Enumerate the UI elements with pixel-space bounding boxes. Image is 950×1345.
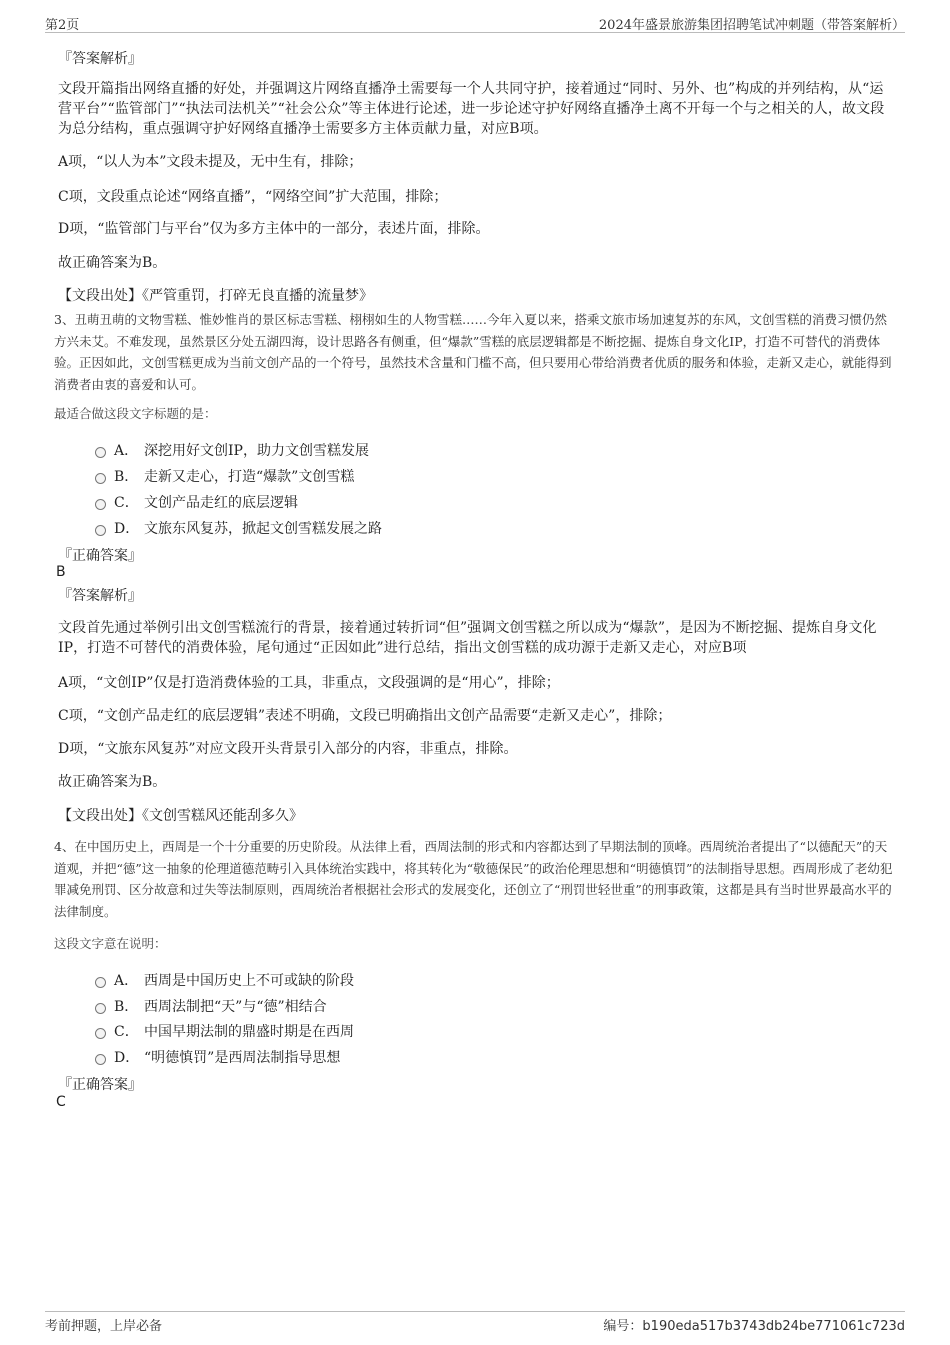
- footer-slogan: 考前押题，上岸必备: [45, 1319, 163, 1334]
- radio-icon[interactable]: [95, 473, 106, 484]
- q2-analysis-text: 文段开篇指出网络直播的好处，并强调这片网络直播净土需要每一个人共同守护，接着通过“同时、另外、也”构成的并列结构，从“运营平台”“监管部门”“执法司法机关”“社会公众”等主体进行论述，进一步论述守护好网络直播净土离不开每一个与之相关的人，故文段为总分结构，重点强调守护好网络直播净土需要多方主体贡献力量，对应B项。: [58, 81, 885, 137]
- q4-answer-label: 『正确答案』: [58, 1077, 142, 1093]
- q2-option-d-explain: D项，“监管部门与平台”仅为多方主体中的一部分，表述片面，排除。: [58, 221, 490, 237]
- q3-answer-label: 『正确答案』: [58, 548, 142, 564]
- q4-option-c[interactable]: C． 中国早期法制的鼎盛时期是在西周: [95, 1021, 354, 1041]
- q3-answer: B: [56, 564, 66, 580]
- q2-option-c-explain: C项，文段重点论述“网络直播”，“网络空间”扩大范围，排除；: [58, 189, 448, 205]
- q3-conclusion: 故正确答案为B。: [58, 774, 167, 790]
- q3-analysis-text: 文段首先通过举例引出文创雪糕流行的背景，接着通过转折词“但”强调文创雪糕之所以成为“爆款”，是因为不断挖掘、提炼自身文化IP，打造不可替代的消费体验，尾句通过“正因如此”进行总结，指出文创雪糕的成功源于走新又走心，对应B项: [58, 620, 877, 656]
- q4-option-d[interactable]: D． “明德慎罚”是西周法制指导思想: [95, 1047, 340, 1067]
- q2-conclusion: 故正确答案为B。: [58, 255, 167, 271]
- radio-icon[interactable]: [95, 1003, 106, 1014]
- q3-option-b[interactable]: B． 走新又走心，打造“爆款”文创雪糕: [95, 466, 354, 486]
- page-footer: [45, 1311, 905, 1334]
- q4-answer: C: [56, 1094, 66, 1110]
- page-number: 第2页: [45, 18, 80, 33]
- radio-icon[interactable]: [95, 1028, 106, 1039]
- q3-option-a[interactable]: A． 深挖用好文创IP，助力文创雪糕发展: [95, 440, 369, 460]
- radio-icon[interactable]: [95, 977, 106, 988]
- q3-prompt: 最适合做这段文字标题的是：: [54, 406, 217, 421]
- q3-question-text: 3、丑萌丑萌的文物雪糕、惟妙惟肖的景区标志雪糕、栩栩如生的人物雪糕……今年入夏以来，搭乘文旅市场加速复苏的东风，文创雪糕的消费习惯仍然方兴未艾。不难发现，虽然景区分处五湖四海，设计思路各有侧重，但“爆款”雪糕的底层逻辑都是不断挖掘、提炼自身文化IP，打造不可替代的消费体验。正因如此，文创雪糕更成为当前文创产品的一个符号，虽然技术含量和门槛不高，但只要用心带给消费者优质的服务和体验，走新又走心，就能得到消费者由衷的喜爱和认可。: [54, 312, 892, 392]
- q3-option-d[interactable]: D． 文旅东风复苏，掀起文创雪糕发展之路: [95, 518, 382, 538]
- q3-option-c-explain: C项，“文创产品走红的底层逻辑”表述不明确，文段已明确指出文创产品需要“走新又走心”，排除；: [58, 708, 672, 724]
- q2-source: 【文段出处】《严管重罚，打碎无良直播的流量梦》: [58, 288, 373, 304]
- radio-icon[interactable]: [95, 499, 106, 510]
- q3-option-c[interactable]: C． 文创产品走红的底层逻辑: [95, 492, 298, 512]
- radio-icon[interactable]: [95, 525, 106, 536]
- document-title: 2024年盛景旅游集团招聘笔试冲刺题（带答案解析）: [598, 18, 905, 33]
- q3-source: 【文段出处】《文创雪糕风还能刮多久》: [58, 808, 303, 824]
- q4-prompt: 这段文字意在说明：: [54, 936, 167, 951]
- q2-analysis-label: 『答案解析』: [58, 51, 142, 67]
- q2-option-a-explain: A项，“以人为本”文段未提及，无中生有，排除；: [58, 154, 363, 170]
- page-header: [45, 12, 905, 33]
- q3-option-d-explain: D项，“文旅东风复苏”对应文段开头背景引入部分的内容，非重点，排除。: [58, 741, 518, 757]
- q3-analysis-label: 『答案解析』: [58, 588, 142, 604]
- radio-icon[interactable]: [95, 1054, 106, 1065]
- footer-code: [603, 1315, 905, 1334]
- footer-code-value: b190eda517b3743db24be771061c723d: [642, 1319, 905, 1334]
- radio-icon[interactable]: [95, 447, 106, 458]
- q4-option-a[interactable]: A． 西周是中国历史上不可或缺的阶段: [95, 970, 354, 990]
- q4-question-text: 4、在中国历史上，西周是一个十分重要的历史阶段。从法律上看，西周法制的形式和内容都达到了早期法制的顶峰。西周统治者提出了“以德配天”的天道观，并把“德”这一抽象的伦理道德范畴引入具体统治实践中，将其转化为“敬德保民”的政治伦理思想和“明德慎罚”的法制指导思想。西周形成了老幼犯罪减免刑罚、区分故意和过失等法制原则，西周统治者根据社会形式的发展变化，还创立了“刑罚世轻世重”的刑事政策，这都是具有当时世界最高水平的法律制度。: [54, 839, 893, 919]
- footer-code-label: 编号：: [603, 1319, 643, 1334]
- q3-option-a-explain: A项，“文创IP”仅是打造消费体验的工具，非重点，文段强调的是“用心”，排除；: [58, 675, 560, 691]
- q4-option-b[interactable]: B． 西周法制把“天”与“德”相结合: [95, 996, 327, 1016]
